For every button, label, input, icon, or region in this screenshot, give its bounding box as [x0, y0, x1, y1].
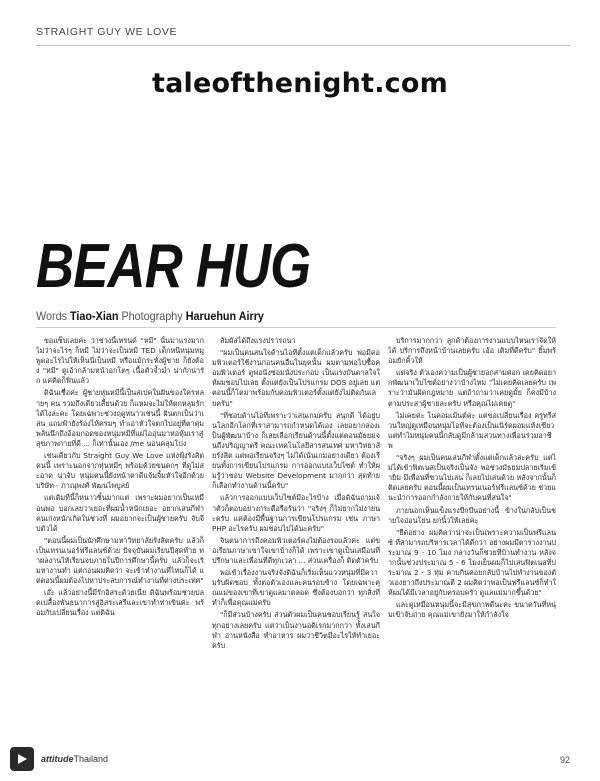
- paragraph: แต่เดิมทีนี้ก็หนาวชิ้นมากแต่ เพราะผมอยากเป็นเหมือนพ่อ บอกเลยว่าเยอะที่ผมน้ำหนักเยอะ อยากเล่นกีฬาคนเก่งหนักเกิดในช่วงที่ ผมอยากจะเป็นผู้ชายครับ จับจีบตัวได้: [36, 493, 204, 533]
- page-number: 92: [559, 755, 570, 765]
- paragraph: "ผมเป็นคนสนใจด้านไอทีตั้งแต่เด็กแล้วครับ พ่อมีคอมพิวเตอร์ใช้งานก่อนคนอื่นในยุคนั้น ผมตามพ่อไปซื้อคอมพิวเตอร์ ดูพ่อนั่งซ่อมนั่งประกอบ เป็นแรงบันดาลใจให้ผมชอบไปเลย ตั้งแต่ยังเป็นโปรแกรม DOS อยู่เลย แต่ตอนนี้ก็โตมาพร้อมกับคอมพิวเตอร์ตั้งแต่ยังไม่ติดกันเลยครับ": [212, 348, 380, 408]
- paragraph: บริการมากกว่า ลูกค้าต้องการงานแบบไหนเราจัดให้ได้ บริการถึงหน้าบ้านเลยครับ เอ้อ เติมที่ดีครับ" ยิ้มพร้อมยักคิ้วให้: [388, 336, 556, 366]
- paragraph: สัมผัสได้ถึงแรงปรารถนา: [220, 336, 296, 345]
- section-header: STRAIGHT GUY WE LOVE: [36, 26, 178, 38]
- paragraph: เช่นเดียวกับ Straight Guy We Love แห่งฟุ้งรังสิตคนนี้ เพราะนอกจากหุ่นหมีๆ พร้อมด้วยขนดกๆ ที่ดูไม่สะอาด น่าจับ หนุ่มคนนี้ยังหน้าตาดีแจ้มจิ้มหัวใจอีกด้วย บริษัท - ภาณุพงศ์ พัฒนไพบูลย์: [36, 451, 204, 491]
- article-byline: [36, 309, 264, 323]
- paragraph: พอเข้าเรื่องงานจริงจังดิฉันก็เริ่มเห็นแววหนุ่มที่มีความรับผิดชอบ ทั้งต่อตัวเองและคนรอบข้าง โดยเฉพาะคุณแม่ของเขาที่เขาดูแลมาตลอด ซึ่งต้องบอกว่า ทุกสิ่งที่ทำก็เพื่อคุณแม่ครับ: [212, 568, 380, 608]
- paragraph: "ตอนนี้ผมเป็นนักศึกษามหาวิทยาลัยรังสิตครับ แล้วก็เป็นเทรนเนอร์ฟรีแลนซ์ด้วย ปัจจุบันผมเรียนปีสุดท้าย ทำผลงานให้เรียนจบภายในปีการศึกษานี้ครับ แล้วก็จะเริ่มหางานทำ แต่ก่อนผมคิดว่า จะเข้าทำงานที่ไหนก็ได้ แต่ตอนนี้ผมต้องไปหาประสบการณ์ทำงานที่ต่างประเทศ": [36, 535, 204, 586]
- paragraph: "ก็มีส่วนบ้างครับ ส่วนตัวผมเป็นคนชอบเรียนรู้ สนใจทุกอย่างเลยครับ แต่ว่าเป็นงานอดิเรกมากกว่า ทั้งเล่นกีฬา อ่านหนังสือ ทำอาหาร ผมว่าชีวิตมีอะไรให้ทำเยอะครับ: [212, 610, 380, 650]
- article-column-1: [36, 336, 204, 752]
- paragraph: และดูเหมือนหนุ่มนี้จะมีสุขภาพดีนะคะ ขนาดวันที่หนุ่มเข้าจับถ่าย คุณแม่เขายังมาให้กำลังใจ: [388, 600, 556, 620]
- paragraph: แล้วการออกแบบเว็บไซต์มีอะไรบ้าง เมื่อดิฉันถามเจ้าตัวก็ตอบอย่างกระตือรือร้นว่า "จริงๆ ก็ไม่ยากไม่ง่ายนะครับ แค่ต้องมีพื้นฐานการเขียนโปรแกรม เช่น ภาษา PHP อะไรครับ ผมชอบไปได้นะครับ": [212, 493, 380, 533]
- byline-photographer: Haruehun Airry: [185, 309, 264, 323]
- footer-brand-suffix: Thailand: [73, 754, 109, 764]
- footer-brand: [41, 754, 108, 764]
- paragraph: "ที่ชอบด้านไอทีเพราะว่าเล่นเกมครับ สนุกดี ได้อยู่บนโลกอีกโลกที่เราสามารถกำหนดได้เอง เลยอยากลองเป็นผู้พัฒนาบ้าง ก็เลยเลือกเรียนด้านนี้ตั้งแต่ตอนมัธยมจนถึงปริญญาตรี คณะเทคโนโลยีสารสนเทศ มหาวิทยาลัยรังสิต แต่พอเรียนจริงๆ ไม่ได้เน้นเกมอย่างเดียว ต้องเรียนทั้งการเขียนโปรแกรม การออกแบบเว็บไซต์ ทำให้ผมรู้ว่าชอบ Website Development มากกว่า สุดท้ายก็เลือกทำงานด้านนี้ครับ": [212, 410, 380, 491]
- paragraph: จินตนาการถึงคอมพิวเตอร์คงไม่ต้องรอแล้วค่ะ แต่ขอเรียนภาษาเขาใจเขาบ้างก็ได้ เพราะเขาดูเป็นเสมือนที่ปรึกษาและเพื่อนที่ดีทุกเวลา ... ส่วนเครื่องก็ ติดตัวครับ: [212, 535, 380, 565]
- paragraph: "ยืดอย่าง ผมคิดว่าน่าจะเป็นเพราะความเป็นฟรีแลนซ์ ที่สามารถบริหารเวลาได้ดีกว่า อย่างผมมีตารางงานประมาณ 9 - 10 โมง กลางวันก็ช่วยที่บ้านทำงาน หลังจากนั้นช่วงประมาณ 5 - 6 โมงเย็นผมก็ไปเล่นฟิตเนสที่ประมาณ 2 - 3 ทุ่ม คาบกินค่อยกลับบ้านไปทำงานของตัวเองยาวถึงประมาณตี 2 ผมคิดว่าพอเป็นฟรีแลนซ์ก็ทำให้ผมได้มีเวลาอยู่กับครอบครัว ดูแลแม่มากขึ้นด้วย": [388, 527, 556, 598]
- byline-words-label: Words: [36, 309, 68, 323]
- footer-brand-prefix: attitude: [41, 754, 74, 764]
- header-divider: [36, 45, 570, 46]
- article-column-3: [388, 336, 556, 752]
- byline-photo-label: Photography: [121, 309, 183, 323]
- paragraph: ดิฉันเชื่อค่ะ ผู้ชายหุ่นหมีนี้เป็นสเปคในฝันของใครหลายๆ คน รวมถึงเดียวเสี้ยนด้วย ก็แหมจะไม่ให้ตกหลุมรักได้ไงล่ะคะ โดยเฉพาะช่วงฤดูหนาวเช่นนี้ ฝันตกเป็นว่าเล่น แถมฟ้ายังร้องไห้ครมๆ ทำเอาหัวใจตกไปอยู่ที่ตาตุ่ม พลันนึกถึงอ้อมกอดของหนุ่มหมีที่แผ่ไออุ่นมาห่อหุ้มเราสู่สุขภาพกายที่ดี ... ก็เท่านั้นเอง /me นอนคลุมโปง: [36, 388, 204, 448]
- article-title: BEAR HUG: [36, 232, 311, 301]
- paragraph: แต่จริง ตัวเองความเป็นผู้ชายอกสามศอก เคยคิดอยากพัฒนาเว็บไซต์อย่างว่าบ้างไหม "ไม่เคยคิดเลยครับ เพราะว่ามันผิดกฎหมาย แต่ถ้าถามว่าเคยดูมั้ย ก็คงมีบ้าง ตามประสาผู้ชายละครับ หรือคุณไม่เคยดู": [388, 368, 556, 408]
- byline-writer: Tiao-Xian: [70, 309, 119, 323]
- paragraph: เอ๊ะ แล้วอย่างนี้มีรักอิสระด้วยเนี่ย ดิฉันพร้อมช่วยปลดเปลื้องพันธนาการสู่อิสระเสรีและเขาทำท่าเขินค่ะ พร้อมกับเปลี่ยนเรื่อง แต่ดิฉัน: [36, 588, 204, 618]
- article-body: [36, 336, 556, 752]
- page-footer: [10, 746, 108, 772]
- paragraph: ภายนอกเห็นแข็งแรงบึกบึนอย่างนี้ ข้างในกลับเป็นชายใจอ่อนโยน ยกนิ้วให้เลยค่ะ: [388, 505, 556, 525]
- watermark: taleofthenight.com: [152, 68, 448, 99]
- paragraph: ไม่เคยค่ะ โนคอมเม้นต์ค่ะ แต่ขอเปลี่ยนเรื่อง ครูทรีส่วนใหญ่ดูเหมือนหนุ่มไอทีจะต้องเป็นเนิร์ดผอมแห้งเซียว แต่ทำไมหนุ่มคนนี้กลับดูมีกล้ามสวนทางเพื่อนร่วมอาชีพ: [388, 410, 556, 450]
- byline-divider: [36, 327, 556, 328]
- paragraph: ขอแซ็บเลยค่ะ ว่าช่วงนี้เทรนด์ "หมี" นั้นมาแรงมาก ไม่ว่าจะไรๆ ก็หมี ไม่ว่าจะเป็นหมี TED เด็กหนีหนุ่มหมู พูดอะไรไปให้เห็นนี่เป็นหมี หรือแม้กระทั่งผู้ชาย ก็ยังต้อง "หมี" ดูเอ้ากล้ามหน้าอกโตๆ เนื้อตัวจ้ำม่ำ น่ากักน่ารัก แค่คิดก็ฟินแล้ว: [36, 336, 204, 386]
- article-column-2: [212, 336, 380, 752]
- paragraph: "จริงๆ ผมเป็นคนเล่นกีฬาตั้งแต่เด็กแล้วล่ะครับ แต่ไม่ได้เข้าฟิตเนสเป็นจริงเป็นจัง พอช่วงมัธยมปลายเริ่มเข้ายิม มีเพื่อนที่ชวนไปเล่น ก็เลยไปเล่นด้วย หลังจากนั้นก็ติดเลยครับ ตอนนี้ผมเป็นเทรนเนอร์ฟรีแลนซ์ด้วย ช่วยแนะนำการออกกำลังกายให้กับคนที่สนใจ": [388, 453, 556, 503]
- play-icon[interactable]: [10, 747, 34, 771]
